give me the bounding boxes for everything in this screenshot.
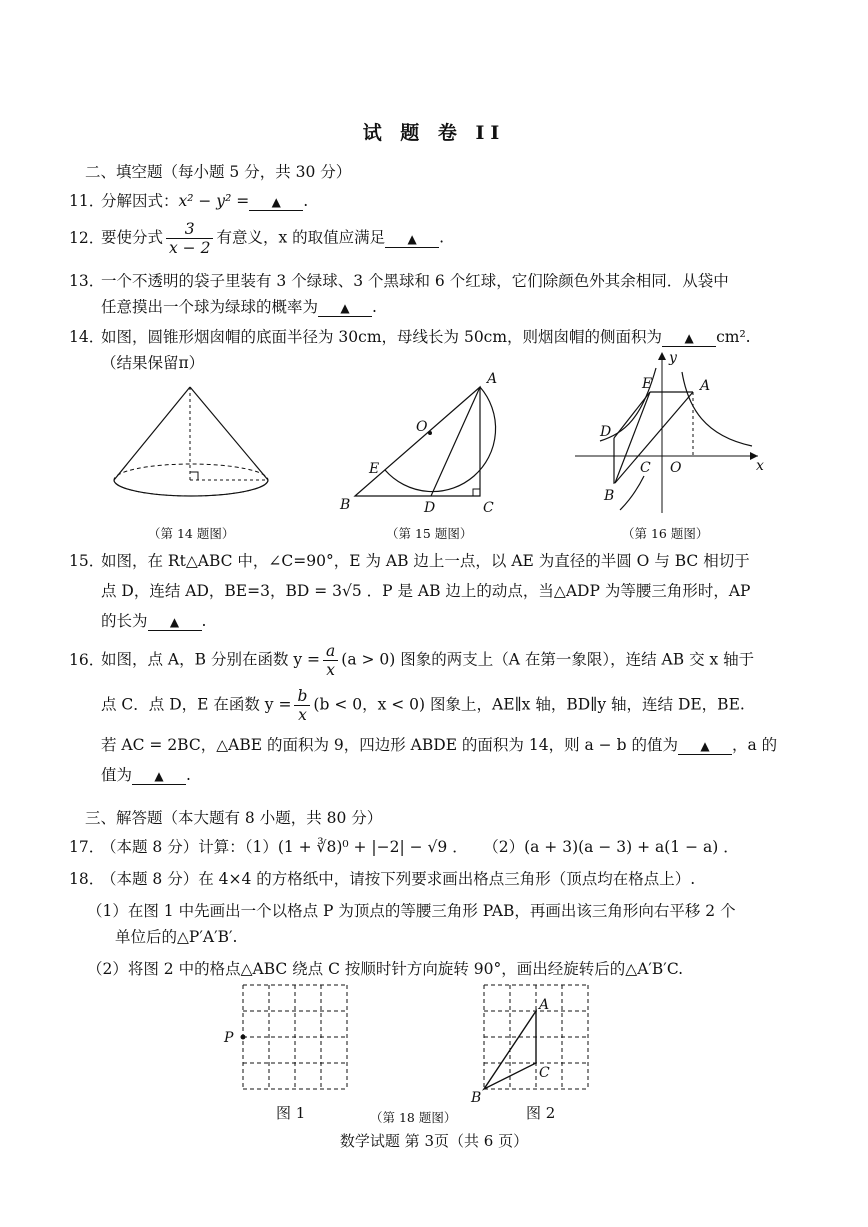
- label-D: D: [424, 500, 436, 515]
- label-C: C: [539, 1065, 550, 1081]
- question-note: （结果保留π）: [101, 354, 205, 372]
- sub-question-2: （2）将图 2 中的格点△ABC 绕点 C 按顺时针方向旋转 90°，画出经旋转后的△A′B′C.: [87, 960, 684, 978]
- figure-label-1: 图 1: [276, 1104, 306, 1122]
- label-A: A: [487, 371, 498, 387]
- figure-caption: （第 15 题图）: [386, 526, 473, 541]
- answer-blank: ▲: [385, 231, 439, 248]
- section-heading-solutions: 三、解答题（本大题有 8 小题，共 80 分）: [85, 809, 383, 827]
- question-text: 值为: [101, 766, 133, 784]
- question-16: [69, 642, 818, 788]
- fraction-denominator: x: [326, 661, 336, 679]
- label-E: E: [642, 376, 653, 392]
- question-12: [69, 220, 818, 257]
- label-O: O: [416, 419, 428, 435]
- question-text: （本题 8 分）计算：（1）(1 + ∛8)⁰ + |−2| − √9 ． （2）(a + 3)(a − 3) + a(1 − a) ．: [101, 838, 739, 856]
- fraction: [166, 220, 213, 257]
- question-number: 16．: [69, 650, 105, 669]
- answer-blank: ▲: [662, 330, 716, 347]
- grid-figure-2: [466, 980, 596, 1105]
- fraction-denominator: x: [298, 706, 307, 724]
- punctuation: .: [201, 612, 207, 630]
- question-17: [69, 834, 818, 860]
- paper-title: 试 题 卷 II: [362, 122, 506, 144]
- label-E: E: [369, 461, 380, 477]
- label-A: A: [700, 378, 711, 394]
- figure-label-2: 图 2: [526, 1104, 556, 1122]
- answer-blank: ▲: [249, 194, 303, 211]
- question-number: 18．: [69, 870, 105, 888]
- answer-blank: ▲: [318, 300, 372, 317]
- label-x-axis: x: [756, 458, 764, 474]
- label-C: C: [640, 460, 651, 476]
- question-text: 点 C．点 D，E 在函数 y =: [101, 695, 292, 714]
- fraction: [323, 642, 338, 679]
- question-text: 任意摸出一个球为绿球的概率为: [101, 298, 319, 316]
- fraction-denominator: x − 2: [169, 239, 211, 257]
- label-B: B: [340, 497, 351, 513]
- question-text: 如图，圆锥形烟囱帽的底面半径为 30cm，母线长为 50cm，则烟囱帽的侧面积为: [101, 328, 663, 346]
- label-B: B: [471, 1090, 482, 1105]
- answer-blank: ▲: [148, 614, 202, 631]
- question-text: 分解因式：: [101, 192, 179, 210]
- punctuation: .: [439, 228, 445, 247]
- section-heading-fill-in: 二、填空题（每小题 5 分，共 30 分）: [85, 163, 352, 181]
- sub-question-1: （1）在图 1 中先画出一个以格点 P 为顶点的等腰三角形 PAB，再画出该三角形向右平移 2 个: [87, 902, 736, 920]
- page-footer: 数学试题 第 3页（共 6 页）: [339, 1132, 529, 1150]
- label-P: P: [224, 1030, 234, 1046]
- label-D: D: [600, 424, 612, 440]
- question-number: 14．: [69, 328, 105, 346]
- question-text: (b < 0，x < 0) 图象上，AE∥x 轴，BD∥y 轴，连结 DE，BE.: [313, 695, 745, 714]
- question-text: 一个不透明的袋子里装有 3 个绿球、3 个黑球和 6 个红球，它们除颜色外其余相同．从袋中: [101, 272, 729, 290]
- question-number: 12．: [69, 228, 105, 247]
- sub-question-1-cont: 单位后的△P′A′B′.: [115, 928, 238, 946]
- question-text: ，a 的: [731, 736, 778, 754]
- label-A: A: [539, 997, 550, 1013]
- question-text: 点 D，连结 AD，BE=3，BD = 3√5 ．P 是 AB 边上的动点，当△ADP 为等腰三角形时，AP: [101, 582, 751, 600]
- question-number: 17．: [69, 838, 105, 856]
- question-text: （本题 8 分）在 4×4 的方格纸中，请按下列要求画出格点三角形（顶点均在格点上）.: [101, 870, 696, 888]
- fraction-numerator: 3: [166, 220, 213, 239]
- punctuation: .: [303, 192, 309, 210]
- punctuation: .: [372, 298, 377, 316]
- fraction: [294, 687, 310, 724]
- question-text: 如图，点 A，B 分别在函数 y =: [101, 650, 321, 669]
- label-B: B: [604, 488, 615, 504]
- question-text: 如图，在 Rt△ABC 中，∠C=90°，E 为 AB 边上一点，以 AE 为直径的半圆 O 与 BC 相切于: [101, 552, 750, 570]
- figure-caption: （第 16 题图）: [622, 526, 709, 541]
- question-text: 要使分式: [101, 228, 164, 247]
- figure-caption: （第 18 题图）: [370, 1110, 457, 1125]
- label-y-axis: y: [669, 350, 677, 366]
- answer-blank: ▲: [132, 768, 186, 785]
- fraction-numerator: a: [323, 642, 338, 661]
- math-expression: x² − y² =: [178, 192, 250, 210]
- question-15: [69, 548, 818, 634]
- question-number: 15．: [69, 552, 105, 570]
- label-C: C: [483, 500, 494, 515]
- semicircle-triangle-figure: [330, 365, 510, 515]
- question-text: (a > 0) 图象的两支上（A 在第一象限），连结 AB 交 x 轴于: [341, 650, 755, 669]
- punctuation: .: [186, 766, 191, 784]
- unit: cm².: [716, 328, 751, 346]
- grid-figure-1: [218, 980, 358, 1095]
- figure-caption: （第 14 题图）: [148, 526, 235, 541]
- answer-blank: ▲: [678, 738, 732, 755]
- question-18: [69, 866, 818, 982]
- fraction-numerator: b: [294, 687, 310, 706]
- hyperbola-figure: [570, 348, 770, 518]
- question-text: 若 AC = 2BC，△ABE 的面积为 9，四边形 ABDE 的面积为 14，则 a − b 的值为: [101, 736, 678, 754]
- question-11: [69, 188, 818, 214]
- label-O: O: [670, 460, 682, 476]
- question-number: 13．: [69, 272, 105, 290]
- question-text: 的长为: [101, 612, 148, 630]
- question-text: 有意义，x 的取值应满足: [216, 228, 386, 247]
- question-13: [69, 268, 818, 320]
- cone-figure: [108, 382, 278, 512]
- question-number: 11．: [69, 192, 105, 210]
